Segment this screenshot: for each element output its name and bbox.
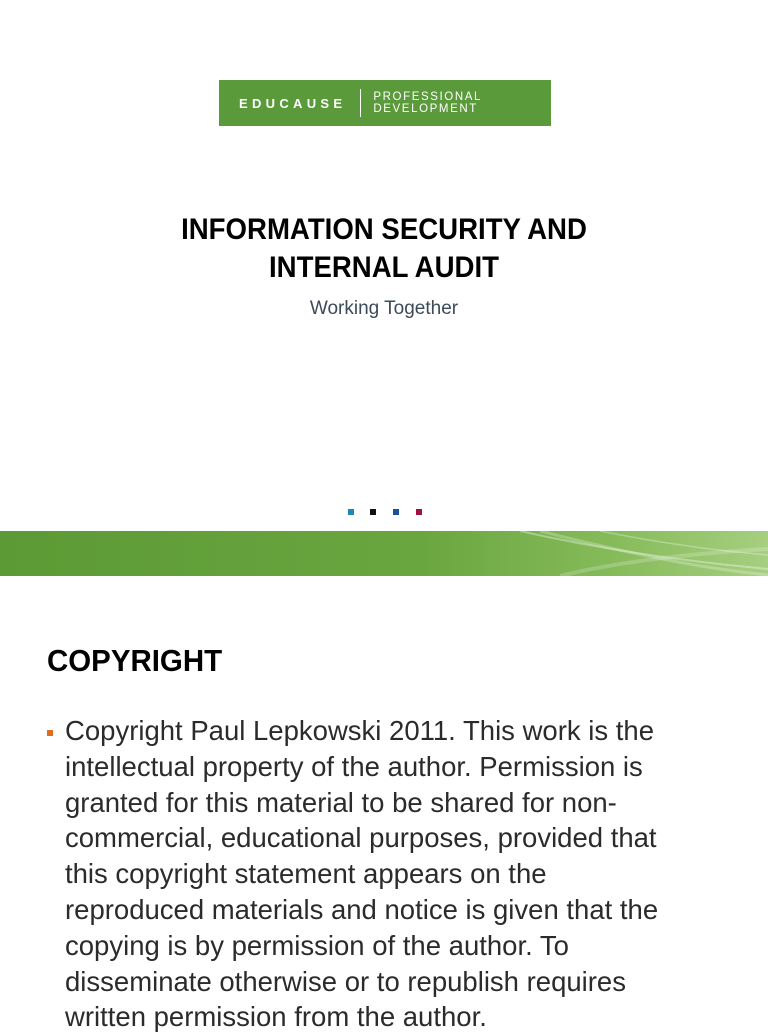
educause-logo [219, 80, 551, 126]
dot-4 [416, 509, 422, 515]
logo-brand: EDUCAUSE [239, 95, 347, 111]
logo-divider [360, 89, 361, 117]
copyright-statement: Copyright Paul Lepkowski 2011. This work is the intellectual property of the author. Permission is granted for this material to be shared for non- commercial, educational purposes, provided that this copyright statement appears on the reproduced materials and notice is given that the copying is by permission of the author. To disseminate otherwise or to republish requires written permission from the author. [65, 715, 659, 1033]
logo-subtitle [373, 91, 482, 115]
presentation-subtitle: Working Together [309, 298, 459, 319]
copyright-heading: COPYRIGHT [47, 643, 223, 678]
title-line-2: INTERNAL AUDIT [269, 251, 499, 284]
dot-3 [393, 509, 399, 515]
logo-subtitle-line1: PROFESSIONAL [373, 91, 483, 103]
dot-1 [348, 509, 354, 515]
green-footer-band [0, 531, 768, 576]
bullet-marker [47, 730, 53, 736]
presentation-title [31, 211, 738, 287]
logo-subtitle-line2: DEVELOPMENT [373, 103, 478, 115]
band-swoosh [0, 531, 768, 576]
title-line-1: INFORMATION SECURITY AND [181, 213, 587, 246]
dot-2 [370, 509, 376, 515]
